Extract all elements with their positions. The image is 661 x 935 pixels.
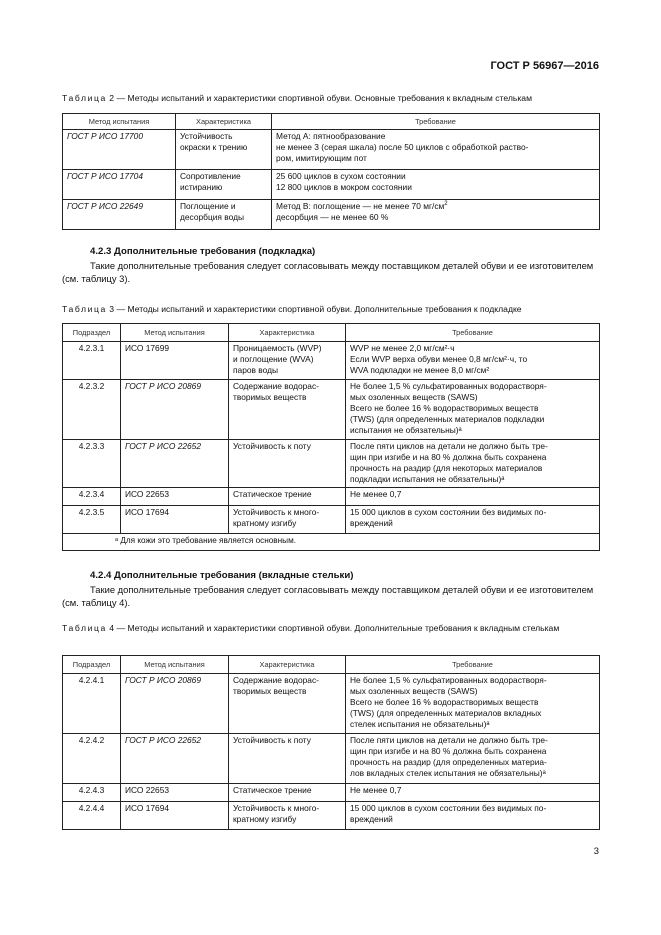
text-line: 15 000 циклов в сухом состоянии без видимых по- <box>350 803 547 813</box>
table-row <box>63 130 600 170</box>
subsection-cell: 4.2.3.2 <box>63 380 121 440</box>
text-line: WVP не менее 2,0 мг/см²·ч <box>350 343 455 353</box>
text-line: 25 600 циклов в сухом состоянии <box>276 171 406 181</box>
method-cell: ГОСТ Р ИСО 20869 <box>121 674 229 734</box>
text-line: Устойчивость к много- <box>233 507 320 517</box>
text-line: окраски к трению <box>180 142 248 152</box>
text-line: истиранию <box>180 182 223 192</box>
table-row <box>63 802 600 830</box>
text-line <box>276 201 595 212</box>
characteristic-cell <box>176 200 272 230</box>
column-header: Подраздел <box>63 656 121 674</box>
requirement-cell <box>346 342 600 380</box>
requirement-cell <box>272 200 600 230</box>
text-line: творимых веществ <box>233 686 307 696</box>
requirement-cell <box>346 506 600 534</box>
text-line: Устойчивость к много- <box>233 803 320 813</box>
text-line: Не более 1,5 % сульфатированных водорастворя- <box>350 675 547 685</box>
section-paragraph-4-2-4: Такие дополнительные требования следует согласовывать между поставщиком деталей обуви и ее изготовителем (см. таблицу 4). <box>62 584 594 608</box>
column-header: Метод испытания <box>63 114 176 130</box>
column-header: Требование <box>346 656 600 674</box>
characteristic-cell <box>229 488 346 506</box>
subsection-cell: 4.2.3.3 <box>63 440 121 488</box>
characteristic-cell <box>229 802 346 830</box>
method-cell: ИСО 17694 <box>121 802 229 830</box>
column-header: Характеристика <box>229 656 346 674</box>
characteristic-cell <box>229 440 346 488</box>
table-row <box>63 734 600 784</box>
text-line: мых озоленных веществ (SAWS) <box>350 686 478 696</box>
method-cell: ИСО 22653 <box>121 488 229 506</box>
text-line: и поглощение (WVA) <box>233 354 314 364</box>
requirement-cell <box>346 674 600 734</box>
table-4 <box>62 655 600 830</box>
table-row <box>63 488 600 506</box>
text-line: Содержание водорас- <box>233 381 319 391</box>
text-line: подкладки испытания не обязательны)ᵃ <box>350 474 505 484</box>
subsection-cell: 4.2.4.3 <box>63 784 121 802</box>
text-line: лов вкладных стелек испытания не обязательны)ᵃ <box>350 768 546 778</box>
text-line: испытания не обязательны)ᵃ <box>350 425 462 435</box>
method-cell: ИСО 17699 <box>121 342 229 380</box>
column-header: Требование <box>346 324 600 342</box>
table-row <box>63 170 600 200</box>
text-line: десорбция — не менее 60 % <box>276 212 389 222</box>
method-cell: ГОСТ Р ИСО 20869 <box>121 380 229 440</box>
subsection-cell: 4.2.3.5 <box>63 506 121 534</box>
text-line: мых озоленных веществ (SAWS) <box>350 392 478 402</box>
text-line: Не менее 0,7 <box>350 785 402 795</box>
table-2-caption <box>62 92 602 104</box>
subsection-cell: 4.2.3.4 <box>63 488 121 506</box>
text-line: вреждений <box>350 814 393 824</box>
table-row <box>63 506 600 534</box>
column-header: Метод испытания <box>121 656 229 674</box>
text-line: стелек испытания не обязательны)ᵃ <box>350 719 490 729</box>
text-line: Статическое трение <box>233 489 312 499</box>
table-row <box>63 200 600 230</box>
table-2-header-row <box>63 114 600 130</box>
text-line: вреждений <box>350 518 393 528</box>
text-line: Содержание водорас- <box>233 675 319 685</box>
method-cell: ГОСТ Р ИСО 17700 <box>63 130 176 170</box>
table-row <box>63 380 600 440</box>
subsection-cell: 4.2.4.1 <box>63 674 121 734</box>
text-line: кратному изгибу <box>233 518 297 528</box>
characteristic-cell <box>229 380 346 440</box>
table-3 <box>62 323 600 551</box>
text-line: Всего не более 16 % водорастворимых веществ <box>350 697 539 707</box>
method-cell: ИСО 17694 <box>121 506 229 534</box>
page-number: 3 <box>593 845 599 856</box>
table-footnote-row <box>63 534 600 551</box>
superscript: 2 <box>444 201 448 207</box>
table-2-caption-text: 2 — Методы испытаний и характеристики спортивной обуви. Основные требования к вкладным стелькам <box>109 93 532 103</box>
text-line: После пяти циклов на детали не должно быть тре- <box>350 441 548 451</box>
column-header: Подраздел <box>63 324 121 342</box>
text-line: После пяти циклов на детали не должно быть тре- <box>350 735 548 745</box>
table-footnote: ᵃ Для кожи это требование является основным. <box>63 534 600 551</box>
text-line: кратному изгибу <box>233 814 297 824</box>
table-4-caption <box>62 622 602 634</box>
subsection-cell: 4.2.3.1 <box>63 342 121 380</box>
text-line: (TWS) (для определенных материалов вкладных <box>350 708 542 718</box>
text-line: прочность на раздир (для определенных материа- <box>350 757 547 767</box>
text-line: Не более 1,5 % сульфатированных водорастворя- <box>350 381 547 391</box>
text-line: Если WVP верха обуви менее 0,8 мг/см²·ч, то <box>350 354 528 364</box>
table-3-caption <box>62 303 602 315</box>
table-3-caption-word: Таблица <box>62 304 107 314</box>
text-line: Устойчивость к поту <box>233 441 311 451</box>
requirement-cell <box>346 488 600 506</box>
text-line: паров воды <box>233 365 279 375</box>
table-4-header-row <box>63 656 600 674</box>
text-line: Не менее 0,7 <box>350 489 402 499</box>
text-line: Проницаемость (WVP) <box>233 343 322 353</box>
requirement-cell <box>346 784 600 802</box>
text-line: 15 000 циклов в сухом состоянии без видимых по- <box>350 507 547 517</box>
characteristic-cell <box>176 170 272 200</box>
table-4-caption-word: Таблица <box>62 623 107 633</box>
table-3-header-row <box>63 324 600 342</box>
text-line: творимых веществ <box>233 392 307 402</box>
table-row <box>63 674 600 734</box>
document-code: ГОСТ Р 56967—2016 <box>490 60 599 72</box>
method-cell: ГОСТ Р ИСО 22652 <box>121 734 229 784</box>
column-header: Характеристика <box>229 324 346 342</box>
subsection-cell: 4.2.4.4 <box>63 802 121 830</box>
column-header: Метод испытания <box>121 324 229 342</box>
text-line: щин при изгибе и на 80 % должна быть сохранена <box>350 452 547 462</box>
text-run: Метод В: поглощение — не менее 70 мг/см <box>276 201 445 211</box>
table-2 <box>62 113 600 230</box>
text-line: прочность на раздир (для некоторых материалов <box>350 463 543 473</box>
section-heading-4-2-4: 4.2.4 Дополнительные требования (вкладные стельки) <box>90 570 354 581</box>
text-line: Метод А: пятнообразование <box>276 131 386 141</box>
characteristic-cell <box>229 506 346 534</box>
text-line: WVA подкладки не менее 8,0 мг/см² <box>350 365 490 375</box>
characteristic-cell <box>229 342 346 380</box>
text-line: Всего не более 16 % водорастворимых веществ <box>350 403 539 413</box>
characteristic-cell <box>176 130 272 170</box>
text-line: Устойчивость к поту <box>233 735 311 745</box>
characteristic-cell <box>229 784 346 802</box>
table-3-caption-text: 3 — Методы испытаний и характеристики спортивной обуви. Дополнительные требования к подкладке <box>109 304 522 314</box>
requirement-cell <box>346 802 600 830</box>
table-row <box>63 342 600 380</box>
method-cell: ИСО 22653 <box>121 784 229 802</box>
text-line: 12 800 циклов в мокром состоянии <box>276 182 412 192</box>
text-line: Поглощение и <box>180 201 236 211</box>
requirement-cell <box>346 440 600 488</box>
section-paragraph-4-2-3: Такие дополнительные требования следует согласовывать между поставщиком деталей обуви и ее изготовителем (см. таблицу 3). <box>62 260 594 284</box>
requirement-cell <box>272 130 600 170</box>
table-4-caption-text: 4 — Методы испытаний и характеристики спортивной обуви. Дополнительные требования к вкладным стелькам <box>109 623 560 633</box>
column-header: Требование <box>272 114 600 130</box>
requirement-cell <box>346 380 600 440</box>
text-line: Устойчивость <box>180 131 233 141</box>
method-cell: ГОСТ Р ИСО 22649 <box>63 200 176 230</box>
table-row <box>63 784 600 802</box>
text-line: десорбция воды <box>180 212 245 222</box>
characteristic-cell <box>229 674 346 734</box>
method-cell: ГОСТ Р ИСО 22652 <box>121 440 229 488</box>
section-heading-4-2-3: 4.2.3 Дополнительные требования (подкладка) <box>90 246 316 257</box>
text-line: (TWS) (для определенных материалов подкладки <box>350 414 545 424</box>
text-line: ром, имитирующим пот <box>276 153 367 163</box>
characteristic-cell <box>229 734 346 784</box>
text-line: не менее 3 (серая шкала) после 50 циклов с обработкой раство- <box>276 142 529 152</box>
requirement-cell <box>272 170 600 200</box>
subsection-cell: 4.2.4.2 <box>63 734 121 784</box>
text-line: Сопротивление <box>180 171 241 181</box>
table-2-caption-word: Таблица <box>62 93 107 103</box>
requirement-cell <box>346 734 600 784</box>
text-line: Статическое трение <box>233 785 312 795</box>
column-header: Характеристика <box>176 114 272 130</box>
method-cell: ГОСТ Р ИСО 17704 <box>63 170 176 200</box>
table-row <box>63 440 600 488</box>
text-line: щин при изгибе и на 80 % должна быть сохранена <box>350 746 547 756</box>
